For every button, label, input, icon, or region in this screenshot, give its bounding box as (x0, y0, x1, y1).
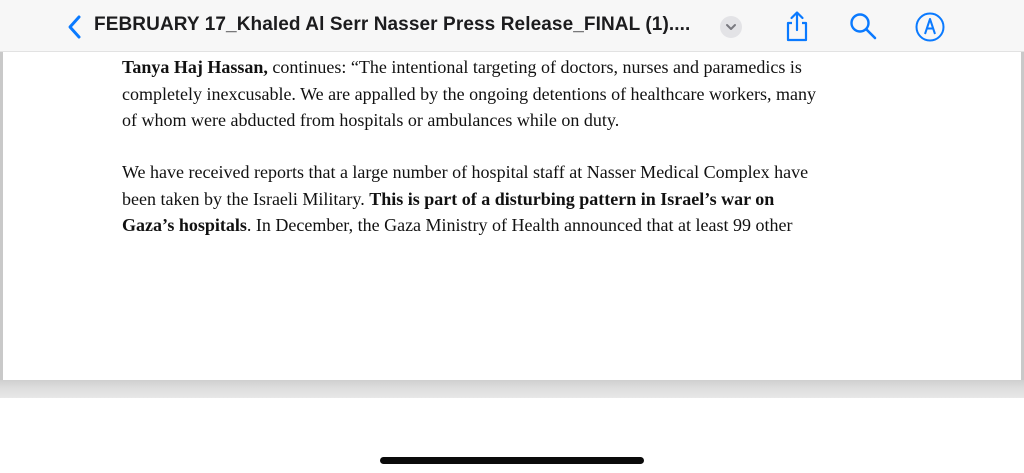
bold-text: Gaza’s hospitals (122, 215, 247, 235)
text-span: . In December, the Gaza Ministry of Health announced that at least 99 other (246, 215, 793, 235)
text-span: continues: “The intentional targeting of doctors, nurses and paramedics is (267, 57, 802, 77)
text-line (122, 186, 902, 213)
back-button[interactable] (64, 13, 86, 41)
text-line (122, 212, 902, 239)
document-title[interactable]: FEBRUARY 17_Khaled Al Serr Nasser Press Release_FINAL (1).... (94, 14, 691, 35)
chevron-down-icon (725, 22, 737, 32)
text-line: of whom were abducted from hospitals or ambulances while on duty. (122, 110, 620, 130)
paragraph-quote (122, 54, 902, 134)
search-button[interactable] (848, 11, 878, 41)
home-indicator[interactable] (380, 457, 644, 464)
chevron-left-icon (64, 13, 86, 41)
share-button[interactable] (783, 10, 811, 42)
page-separator (0, 380, 1024, 398)
speaker-name: Tanya Haj Hassan, (122, 57, 268, 77)
page-edge (0, 52, 3, 382)
paragraph-reports (122, 159, 902, 239)
top-toolbar (0, 0, 1024, 52)
markup-pen-icon (914, 11, 946, 43)
title-menu-button[interactable] (720, 16, 742, 38)
search-icon (848, 11, 878, 41)
bold-text: This is part of a disturbing pattern in Israel’s war on (369, 188, 775, 209)
text-line: completely inexcusable. We are appalled by the ongoing detentions of healthcare workers, many (122, 83, 816, 104)
text-line (122, 54, 902, 81)
share-icon (783, 10, 811, 42)
text-span: been taken by the Israeli Military. (122, 188, 370, 209)
markup-button[interactable] (914, 11, 946, 43)
text-line: We have received reports that a large number of hospital staff at Nasser Medical Complex have (122, 162, 809, 182)
